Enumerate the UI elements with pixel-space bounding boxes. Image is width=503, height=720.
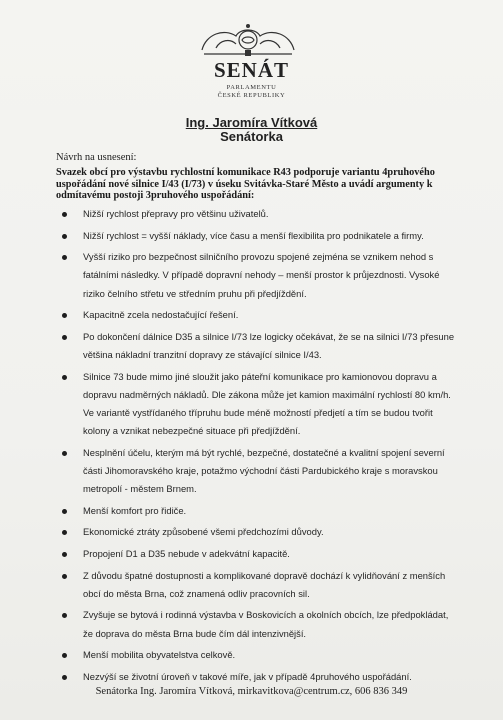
senate-crest-logo: [196, 20, 300, 60]
list-item-text: Nižší rychlost = vyšší náklady, více času a menší flexibilita pro podnikatele a firmy.: [83, 229, 424, 241]
senate-title: SENÁT: [213, 58, 290, 82]
list-item-text: Po dokončení dálnice D35 a silnice I/73 lze logicky očekávat, že se na silnici I/73 přesune většina nákladní tranzitní dopravy ze stávající silnice I/43.: [83, 330, 455, 360]
list-item-text: Menší mobilita obyvatelstva celkově.: [83, 649, 236, 661]
list-item-text: Propojení D1 a D35 nebude v adekvátní kapacitě.: [83, 547, 290, 559]
resolution-lead-paragraph: Svazek obcí pro výstavbu rychlostní komunikace R43 podporuje variantu 4pruhového uspořádání nové silnice I/43 (I/73) v úseku Svitávka-Staré Město a uvádí argumenty k odmítavému postoji 3pruhového uspořádání:: [56, 167, 435, 202]
bullet-icon: [62, 530, 67, 535]
bullet-icon: [62, 375, 67, 380]
resolution-intro: Návrh na usnesení:: [56, 152, 137, 163]
bullet-icon: [62, 313, 67, 318]
bullet-icon: [62, 653, 67, 658]
author-name: Ing. Jaromíra Vítková: [185, 115, 318, 130]
list-item-text: Zvyšuje se bytová i rodinná výstavba v Boskovicích a okolních obcích, lze předpokládat, že doprava do města Brna bude čím dál intenzivnější.: [83, 609, 449, 639]
list-item: [62, 328, 457, 364]
list-item: [62, 502, 457, 520]
senate-subtitle: [0, 84, 503, 100]
list-item: [62, 227, 457, 245]
list-item: [62, 205, 457, 223]
argument-list: [62, 205, 457, 689]
list-item: [62, 368, 457, 441]
bullet-icon: [62, 255, 67, 260]
list-item: [62, 606, 457, 642]
bullet-icon: [62, 234, 67, 239]
list-item: [62, 567, 457, 603]
footer-contact: Senátorka Ing. Jaromíra Vítková, mirkavitkova@centrum.cz, 606 836 349: [95, 686, 408, 697]
bullet-icon: [62, 212, 67, 217]
bullet-icon: [62, 552, 67, 557]
senate-subtitle-line2: ČESKÉ REPUBLIKY: [217, 92, 286, 99]
list-item-text: Nižší rychlost přepravy pro většinu uživatelů.: [83, 208, 269, 219]
bullet-icon: [62, 451, 67, 456]
list-item: [62, 668, 457, 686]
bullet-icon: [62, 613, 67, 618]
list-item: [62, 306, 457, 324]
bullet-icon: [62, 335, 67, 340]
list-item-text: Ekonomické ztráty způsobené všemi předchozími důvody.: [83, 526, 324, 538]
list-item-text: Z důvodu špatné dostupnosti a komplikované dopravě dochází k vylidňování z menších obcí do města Brna, což znamená odliv pracovních sil.: [83, 569, 446, 599]
list-item: [62, 545, 457, 563]
list-item: [62, 523, 457, 541]
list-item: [62, 444, 457, 499]
list-item-text: Menší komfort pro řidiče.: [83, 504, 187, 516]
author-role: Senátorka: [220, 129, 283, 144]
bullet-icon: [62, 509, 67, 514]
list-item: [62, 248, 457, 303]
bullet-icon: [62, 574, 67, 579]
senate-subtitle-line1: PARLAMENTU: [226, 84, 277, 91]
list-item-text: Nezvýší se životní úroveň v takové míře, jak v případě 4pruhového uspořádání.: [83, 670, 412, 682]
list-item: [62, 646, 457, 664]
list-item-text: Nesplnění účelu, kterým má být rychlé, bezpečné, dostatečné a kvalitní spojení severní části Jihomoravského kraje, potažmo východní části Pardubického kraje s moravskou metropolí - městem Brnem.: [83, 446, 445, 495]
list-item-text: Vyšší riziko pro bezpečnost silničního provozu spojené zejména se vznikem nehod s fatálními následky. V případě dopravní nehody – menší prostor k průjezdnosti. Vysoké riziko čelního střetu ve středním pruhu při předjíždění.: [83, 251, 440, 299]
list-item-text: Kapacitně zcela nedostačující řešení.: [83, 309, 239, 321]
bullet-icon: [62, 675, 67, 680]
list-item-text: Silnice 73 bude mimo jiné sloužit jako páteřní komunikace pro kamionovou dopravu a dopravu nadměrných nákladů. Dle zákona může jet kamion maximální rychlostí 80 km/h. Ve variantě vystřídaného třípruhu bude méně možností předjetí a tím se budou tvořit kolony a vznikat nebezpečné situace při předjíždění.: [83, 370, 451, 437]
